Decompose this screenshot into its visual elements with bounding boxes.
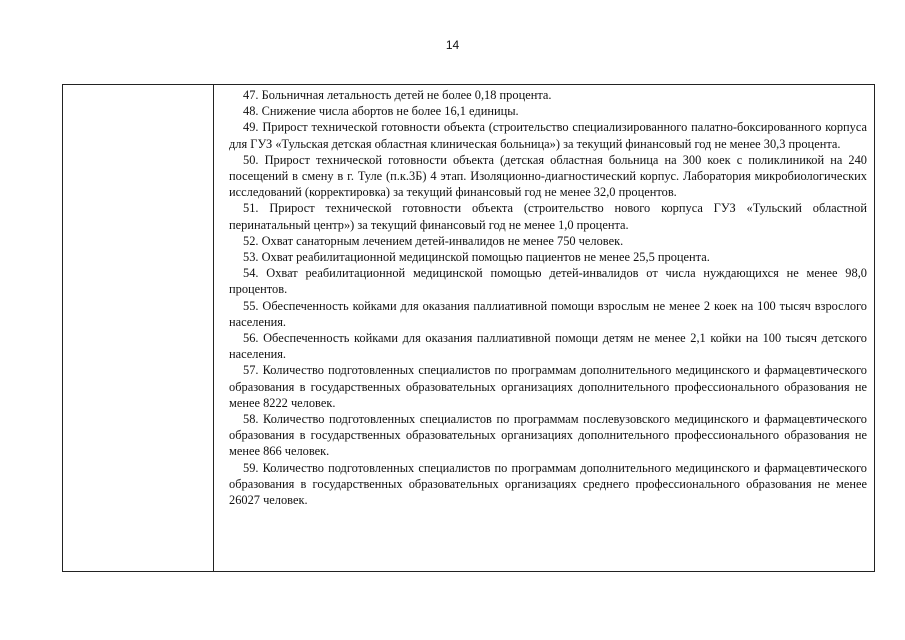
list-item-48: 48. Снижение числа абортов не более 16,1 единицы. xyxy=(243,104,519,119)
list-item-57: 57. Количество подготовленных специалистов по программам дополнительного медицинского и фармацевтического образования в государственных образовательных организациях дополнительного профессионального образования не менее 8222 человек. xyxy=(229,363,867,410)
list-item-55: 55. Обеспеченность койками для оказания паллиативной помощи взрослым не менее 2 коек на 100 тысяч взрослого населения. xyxy=(229,298,867,329)
list-item-51: 51. Прирост технической готовности объекта (строительство нового корпуса ГУЗ «Тульский областной перинатальный центр») за текущий финансовый год не менее 1,0 процента. xyxy=(229,201,867,232)
list-item-52: 52. Охват санаторным лечением детей-инвалидов не менее 750 человек. xyxy=(243,233,624,248)
list-item-56: 56. Обеспеченность койками для оказания паллиативной помощи детям не менее 2,1 койки на 100 тысяч детского населения. xyxy=(229,331,867,362)
list-item-54: 54. Охват реабилитационной медицинской помощью детей-инвалидов от числа нуждающихся не менее 98,0 процентов. xyxy=(229,266,867,297)
list-item-47: 47. Больничная летальность детей не более 0,18 процента. xyxy=(243,88,552,102)
table-left-column xyxy=(63,85,214,571)
table-right-column xyxy=(214,85,876,571)
list-item-53: 53. Охват реабилитационной медицинской помощью пациентов не менее 25,5 процента. xyxy=(243,250,710,265)
list-item-50: 50. Прирост технической готовности объекта (детская областная больница на 300 коек с поликлиникой на 240 посещений в смену в г. Туле (п.к.3Б) 4 этап. Изоляционно-диагностический корпус. Лаборатория микробиологических исследований (корректировка) за текущий финансовый год не менее 32,0 процентов. xyxy=(229,152,867,200)
page-number: 14 xyxy=(445,38,460,52)
list-item-49: 49. Прирост технической готовности объекта (строительство специализированного палатно-боксированного корпуса для ГУЗ «Тульская детская областная клиническая больница») за текущий финансовый год не менее 30,3 процента. xyxy=(229,120,867,151)
list-item-59: 59. Количество подготовленных специалистов по программам дополнительного медицинского и фармацевтического образования в государственных образовательных организациях среднего профессионального образования не менее 26027 человек. xyxy=(229,460,867,508)
list-item-58: 58. Количество подготовленных специалистов по программам послевузовского медицинского и фармацевтического образования в государственных образовательных организациях дополнительного профессионального образования не менее 866 человек. xyxy=(229,412,867,459)
document-table xyxy=(62,84,875,572)
